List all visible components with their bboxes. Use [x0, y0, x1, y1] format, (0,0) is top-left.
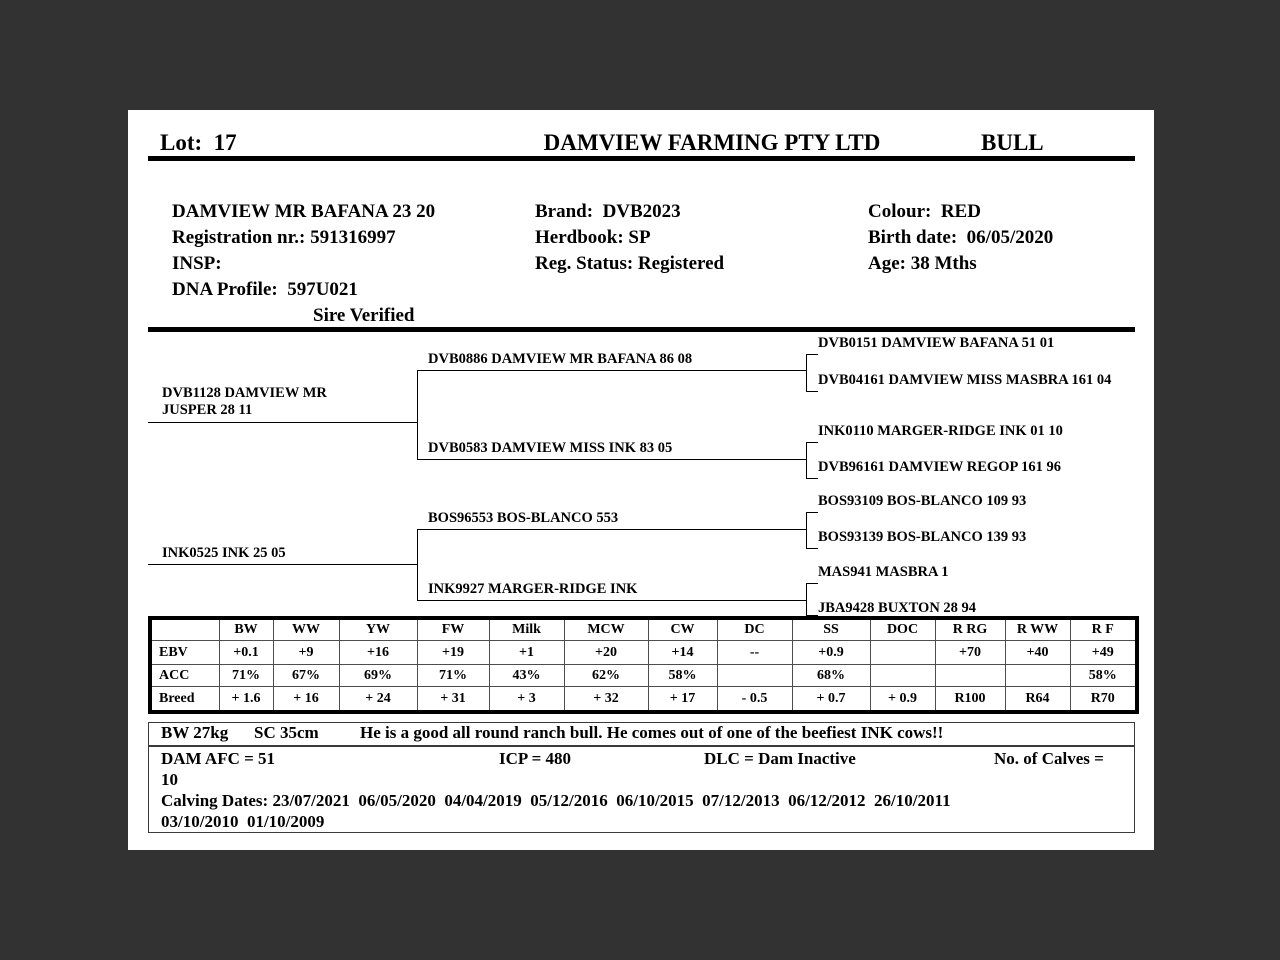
ebv-col-header: SS	[792, 618, 870, 641]
ebv-col-header: FW	[417, 618, 489, 641]
ebv-cell: + 3	[489, 687, 564, 713]
ebv-cell: 68%	[792, 665, 870, 687]
pedigree-sire: DVB1128 DAMVIEW MR JUSPER 28 11	[162, 385, 327, 418]
calving-dates-line2: 03/10/2010 01/10/2009	[161, 812, 325, 831]
ebv-col-header: DC	[717, 618, 792, 641]
pedigree-dam-dam-dam: JBA9428 BUXTON 28 94	[818, 600, 977, 616]
ebv-cell: +0.1	[219, 641, 273, 665]
ebv-cell: R100	[935, 687, 1005, 713]
herdbook-field: Herdbook: SP	[535, 227, 651, 248]
ebv-cell	[1005, 665, 1070, 687]
pedigree-tick	[806, 391, 818, 392]
ebv-cell: 69%	[339, 665, 417, 687]
ebv-cell: + 0.7	[792, 687, 870, 713]
pedigree-ss-bracket	[806, 354, 807, 392]
animal-type: BULL	[981, 130, 1044, 155]
ebv-col-header: R F	[1070, 618, 1137, 641]
ebv-cell: +49	[1070, 641, 1137, 665]
pedigree-sire-bracket	[417, 370, 418, 460]
birth-weight-note: BW 27kg	[161, 723, 229, 742]
pedigree-dam-sire-sire: BOS93109 BOS-BLANCO 109 93	[818, 493, 1027, 509]
ebv-col-header: R WW	[1005, 618, 1070, 641]
pedigree-sd-bracket	[806, 442, 807, 479]
ebv-cell: 43%	[489, 665, 564, 687]
pedigree-sire-sire-sire: DVB0151 DAMVIEW BAFANA 51 01	[818, 335, 1055, 351]
ebv-col-header: DOC	[870, 618, 935, 641]
ebv-row-label: EBV	[150, 641, 219, 665]
ebv-cell	[870, 665, 935, 687]
calving-dates-line1: Calving Dates: 23/07/2021 06/05/2020 04/04/2019 05/12/2016 06/10/2015 07/12/2013 06/12/2012 26/10/2011	[161, 791, 951, 810]
ebv-cell: 71%	[417, 665, 489, 687]
pedigree-dam-dam-underline	[417, 600, 806, 601]
ebv-cell: 67%	[273, 665, 339, 687]
ebv-cell: +19	[417, 641, 489, 665]
ebv-cell: R64	[1005, 687, 1070, 713]
pedigree-sire-underline	[148, 422, 417, 423]
pedigree-sire-dam: DVB0583 DAMVIEW MISS INK 83 05	[428, 440, 673, 456]
comment-text: He is a good all round ranch bull. He comes out of one of the beefiest INK cows!!	[360, 723, 944, 742]
header-rule	[148, 156, 1135, 161]
pedigree-tick	[806, 442, 818, 443]
pedigree-chart	[128, 332, 1154, 616]
pedigree-dam-dam: INK9927 MARGER-RIDGE INK	[428, 581, 638, 597]
pedigree-tick	[806, 512, 818, 513]
ebv-col-header: BW	[219, 618, 273, 641]
ebv-cell	[717, 665, 792, 687]
ebv-cell: +40	[1005, 641, 1070, 665]
dam-afc: DAM AFC = 51	[161, 749, 276, 768]
ebv-cell: + 32	[564, 687, 648, 713]
animal-name: DAMVIEW MR BAFANA 23 20	[172, 201, 436, 222]
ebv-cell: +20	[564, 641, 648, 665]
ebv-col-header: Milk	[489, 618, 564, 641]
pedigree-dam: INK0525 INK 25 05	[162, 545, 286, 561]
ebv-cell: R70	[1070, 687, 1137, 713]
ebv-cell: +0.9	[792, 641, 870, 665]
calves-label: No. of Calves =	[994, 749, 1104, 768]
pedigree-sire-sire-underline	[417, 370, 806, 371]
colour-field: Colour: RED	[868, 201, 981, 222]
ebv-row-label: ACC	[150, 665, 219, 687]
ebv-cell: +14	[648, 641, 717, 665]
ebv-cell: + 1.6	[219, 687, 273, 713]
pedigree-tick	[806, 583, 818, 584]
ebv-cell	[935, 665, 1005, 687]
catalog-page	[128, 110, 1154, 850]
company-title: DAMVIEW FARMING PTY LTD	[543, 130, 881, 155]
icp-value: ICP = 480	[499, 749, 572, 768]
ebv-col-header: R RG	[935, 618, 1005, 641]
pedigree-dam-sire: BOS96553 BOS-BLANCO 553	[428, 510, 619, 526]
pedigree-dam-sire-underline	[417, 529, 806, 530]
ebv-col-header: YW	[339, 618, 417, 641]
birth-date-field: Birth date: 06/05/2020	[868, 227, 1054, 248]
ebv-table	[148, 616, 1139, 714]
pedigree-sire-dam-dam: DVB96161 DAMVIEW REGOP 161 96	[818, 459, 1062, 475]
dam-info-box	[148, 746, 1135, 833]
ebv-cell: + 0.9	[870, 687, 935, 713]
ebv-cell: + 24	[339, 687, 417, 713]
dlc-status: DLC = Dam Inactive	[704, 749, 856, 768]
pedigree-tick	[806, 354, 818, 355]
lot-number: Lot: 17	[160, 130, 237, 155]
ebv-cell: 62%	[564, 665, 648, 687]
ebv-cell: 58%	[1070, 665, 1137, 687]
ebv-cell: 71%	[219, 665, 273, 687]
pedigree-tick	[806, 548, 818, 549]
reg-status-field: Reg. Status: Registered	[535, 253, 725, 274]
ebv-cell: --	[717, 641, 792, 665]
pedigree-sire-sire-dam: DVB04161 DAMVIEW MISS MASBRA 161 04	[818, 372, 1112, 388]
ebv-cell	[870, 641, 935, 665]
ebv-row-label: Breed	[150, 687, 219, 713]
dna-profile: DNA Profile: 597U021	[172, 279, 358, 300]
pedigree-sire-sire: DVB0886 DAMVIEW MR BAFANA 86 08	[428, 351, 693, 367]
comment-box	[148, 722, 1135, 746]
ebv-cell: + 17	[648, 687, 717, 713]
pedigree-ds-bracket	[806, 512, 807, 549]
ebv-cell: + 31	[417, 687, 489, 713]
ebv-corner-cell	[150, 618, 219, 641]
pedigree-sire-dam-underline	[417, 459, 806, 460]
registration-number: Registration nr.: 591316997	[172, 227, 396, 248]
pedigree-dam-sire-dam: BOS93139 BOS-BLANCO 139 93	[818, 529, 1027, 545]
pedigree-tick	[806, 478, 818, 479]
ebv-col-header: WW	[273, 618, 339, 641]
ebv-cell: - 0.5	[717, 687, 792, 713]
ebv-cell: + 16	[273, 687, 339, 713]
age-field: Age: 38 Mths	[868, 253, 977, 274]
ebv-cell: +9	[273, 641, 339, 665]
ebv-cell: +1	[489, 641, 564, 665]
brand-field: Brand: DVB2023	[535, 201, 681, 222]
ebv-col-header: CW	[648, 618, 717, 641]
ebv-cell: 58%	[648, 665, 717, 687]
pedigree-dam-underline	[148, 564, 417, 565]
insp-field: INSP:	[172, 253, 222, 274]
scrotal-note: SC 35cm	[254, 723, 319, 742]
pedigree-sire-dam-sire: INK0110 MARGER-RIDGE INK 01 10	[818, 423, 1063, 439]
ebv-col-header: MCW	[564, 618, 648, 641]
pedigree-dd-bracket	[806, 583, 807, 616]
pedigree-dam-dam-sire: MAS941 MASBRA 1	[818, 564, 949, 580]
sire-verified-note: Sire Verified	[313, 305, 415, 326]
pedigree-dam-bracket	[417, 529, 418, 601]
ebv-cell: +16	[339, 641, 417, 665]
ebv-cell: +70	[935, 641, 1005, 665]
calves-value: 10	[161, 770, 178, 789]
